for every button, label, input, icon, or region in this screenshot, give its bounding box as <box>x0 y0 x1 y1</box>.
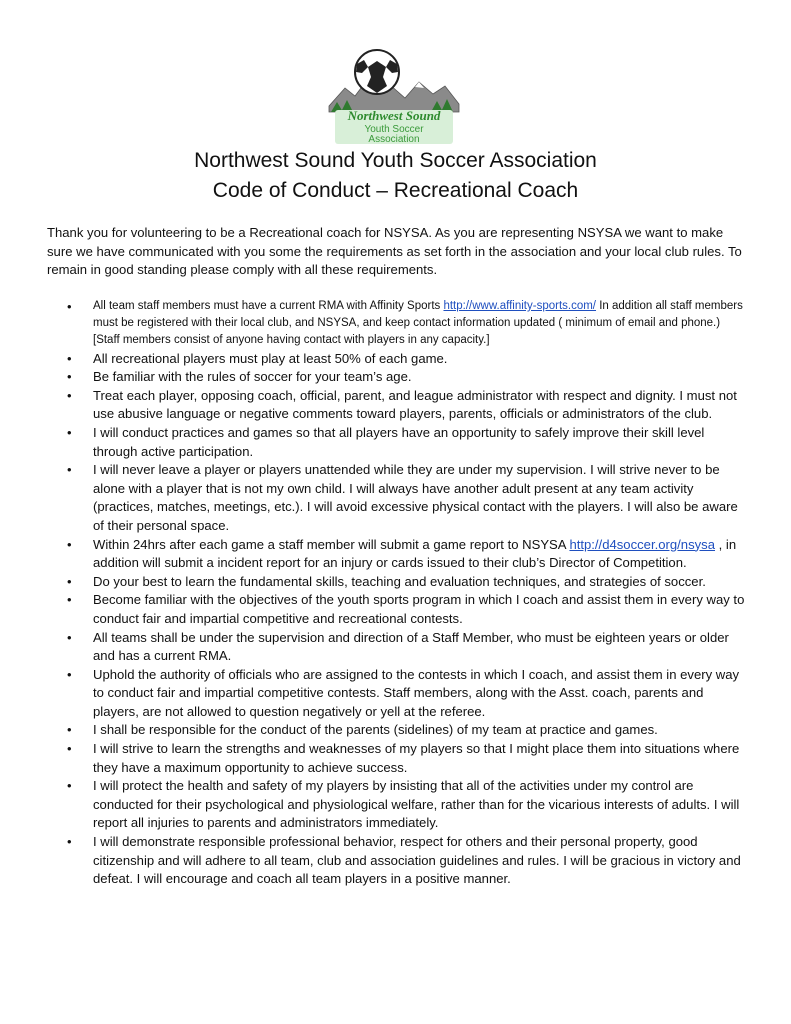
list-item: • All recreational players must play at least 50% of each game. <box>47 350 747 369</box>
logo-text-line2: Youth Soccer <box>364 124 424 135</box>
logo-text-line3: Association <box>368 134 420 145</box>
list-item: • I will demonstrate responsible professional behavior, respect for others and their personal property, good citizenship and will adhere to all team, club and association guidelines and rules. I will be gracious in victory and defeat. I will encourage and coach all team players in a positive manner. <box>47 833 747 889</box>
affinity-sports-link[interactable]: http://www.affinity-sports.com/ <box>443 300 597 312</box>
list-item: • I will never leave a player or players unattended while they are under my supervision. I will strive never to be alone with a player that is not my own child. I will always have another adult present at any team activity (practices, matches, meetings, etc.). I will avoid excessive physical contact with the players. I will also be aware of their personal space. <box>47 461 747 535</box>
nsysa-report-link[interactable]: http://d4soccer.org/nsysa <box>569 536 716 552</box>
list-item <box>47 536 747 573</box>
document-subtitle: Code of Conduct – Recreational Coach <box>212 179 579 202</box>
intro-paragraph: Thank you for volunteering to be a Recreational coach for NSYSA. As you are representing NSYSA we want to make sure we have communicated with you some the requirements as set forth in the association and your local club rules. To remain in good standing please comply with all these requirements. <box>47 225 742 278</box>
list-item-text: Within 24hrs after each game a staff member will submit a game report to NSYSA <box>93 536 570 552</box>
requirements-list <box>47 298 747 889</box>
soccer-ball-icon <box>355 50 399 94</box>
list-item: • I will protect the health and safety of my players by insisting that all of the activities under my control are conducted for their psychological and physiological welfare, rather than for the vicarious interests of adults. I will report all injuries to parents and administrators immediately. <box>47 777 747 833</box>
list-item: • I will conduct practices and games so that all players have an opportunity to safely improve their skill level through active participation. <box>47 424 747 461</box>
list-item: • I shall be responsible for the conduct of the parents (sidelines) of my team at practice and games. <box>47 721 747 740</box>
association-logo <box>327 46 461 146</box>
list-item: • Be familiar with the rules of soccer for your team’s age. <box>47 368 747 387</box>
list-item <box>47 298 747 350</box>
list-item-text: In addition all staff members must be registered with their local club, and NSYSA, and keep contact information updated ( minimum of email and phone.) [Staff members consist of anyone having contact with players in any capacity.] <box>93 300 743 347</box>
list-item: • All teams shall be under the supervision and direction of a Staff Member, who must be eighteen years or older and has a current RMA. <box>47 629 747 666</box>
list-item-text: , in addition will submit a incident report for an injury or cards issued to their club’s Director of Competition. <box>93 536 737 571</box>
document-title: Northwest Sound Youth Soccer Association <box>194 149 597 172</box>
list-item-text: All team staff members must have a current RMA with Affinity Sports <box>93 300 444 312</box>
list-item: • Uphold the authority of officials who are assigned to the contests in which I coach, and assist them in every way to conduct fair and impartial competitive contests. Staff members, along with the Asst. coach, parents and players, are not allowed to question negatively or yell at the referee. <box>47 666 747 722</box>
list-item: • Become familiar with the objectives of the youth sports program in which I coach and assist them in every way to conduct fair and impartial competitive and recreational contests. <box>47 591 747 628</box>
list-item: • I will strive to learn the strengths and weaknesses of my players so that I might place them into situations where they have a maximum opportunity to achieve success. <box>47 740 747 777</box>
logo-text-line1: Northwest Sound <box>347 108 441 123</box>
list-item: • Do your best to learn the fundamental skills, teaching and evaluation techniques, and strategies of soccer. <box>47 573 747 592</box>
list-item: • Treat each player, opposing coach, official, parent, and league administrator with respect and dignity. I must not use abusive language or negative comments toward players, parents, officials or administrators of the club. <box>47 387 747 424</box>
